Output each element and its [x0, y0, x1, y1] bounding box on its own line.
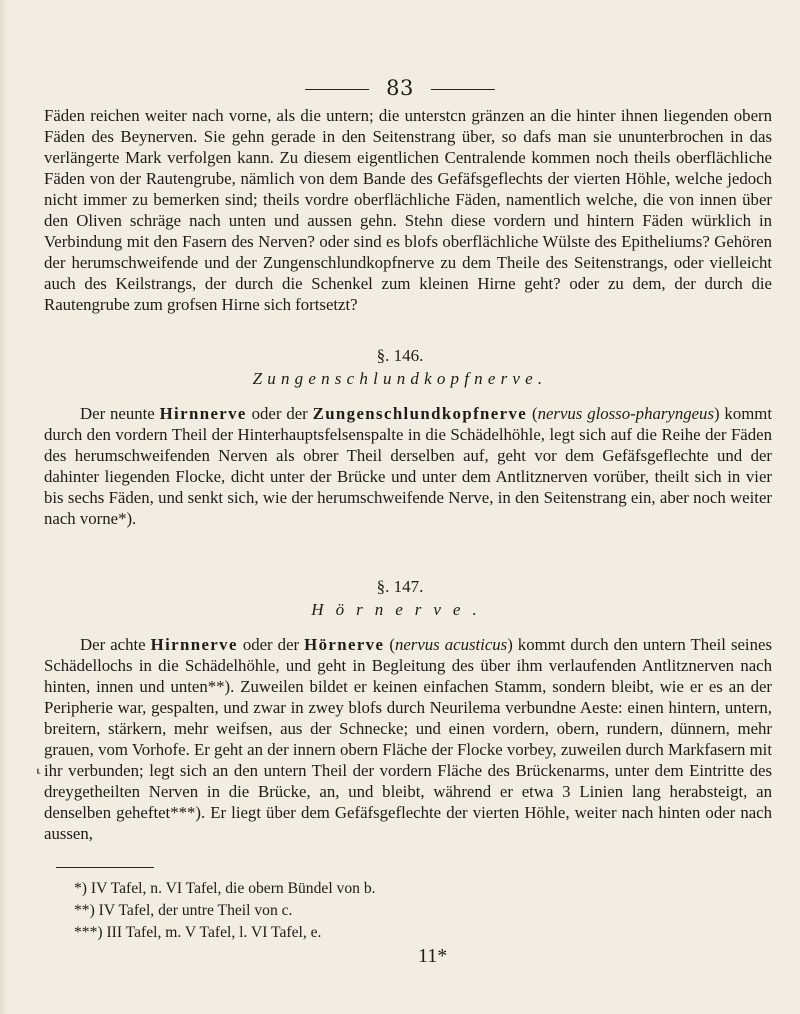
footnote-1: *) IV Tafel, n. VI Tafel, die obern Bündel von b. — [74, 880, 376, 897]
para2-lead: Der neunte — [80, 404, 160, 423]
para3-term-hoernerve: Hörnerve — [304, 635, 385, 654]
section-heading-147: §. 147. — [376, 577, 424, 596]
margin-mark: ⸤ — [36, 760, 42, 776]
section-title-146: Zungenschlundkopfnerve. — [252, 369, 548, 388]
paragraph-continued: Fäden reichen weiter nach vorne, als die untern; die unterstcn gränzen an die hinter ihnen liegenden obern Fäden des Beynerven. Sie gehn gerade in den Seitenstrang über, so dafs man sie ununterbrochen in das verlängerte Mark verfolgen kann. Zu diesem eigentlichen Centralende kommen noch theils oberflächliche Fäden von der Rautengrube, nämlich von dem Bande des Gefäfsgeflechts der vierten Höhle, welche jedoch nicht immer zu bemerken sind; theils vordre oberflächliche Fäden, namentlich welche, die von innen über den Oliven schräge nach unten und aussen gehn. Stehn diese vordern und hintern Fäden würklich in Verbindung mit den Fasern des Nerven? oder sind es blofs oberflächliche Wülste des Epitheliums? Gehören der herumschweifende und der Zungenschlundkopfnerve zu dem Theile des Seitenstrangs, oder vielleicht auch des Keilstrangs, der durch die Schenkel zum kleinen Hirne geht? oder zu dem, der durch die Rautengrube zum grofsen Hirne sich fortsetzt? — [44, 106, 772, 314]
para3-term-hirnnerve: Hirnnerve — [150, 635, 238, 654]
para3-body: ) kommt durch den untern Theil seines Schädellochs in die Schädelhöhle, und geht in Begleitung des über ihm verlaufenden Antlitznerven nach hinten, innen und unten**). Zuweilen bildet er keinen einfachen Stamm, sondern bleibt, wie er es an der Peripherie war, gespalten, und zwar in zwey blofs durch Neurilema verbundne Aeste: einen hintern, untern, breitern, stärkern, mehr weifsen, aus der Schnecke; und einen vordern, obern, rundern, dünnern, mehr grauen, vom Vorhofe. Er geht an der innern obern Fläche der Flocke vorbey, zuweilen durch Markfasern mit ihr verbunden; legt sich an den untern Theil der vordern Fläche des Brückenarms, unter dem Eintritte des dreygetheilten Nerven in die Brücke, an, und bleibt, während er etwa 3 Linien lang herabsteigt, an denselben geheftet***). Er liegt über dem Gefäfsgeflechte der vierten Höhle, weiter nach hinten oder nach aussen, — [44, 635, 772, 843]
para3-lead: Der achte — [80, 635, 151, 654]
footnote-rule — [56, 867, 154, 868]
paragraph-glossopharyngeal — [44, 403, 772, 529]
page-number: 83 — [386, 76, 414, 100]
para2-body: ) kommt durch den vordern Theil der Hinterhauptsfelsenspalte in die Schädelhöhle, legt sich auf die Reihe der Fäden des herumschweifenden Nerven als obrer Theil derselben auf, geht vor dem Gefäfsgeflechte und der dahinter liegenden Flocke, dicht unter der Brücke und unter dem Antlitznerven vorüber, theilt sich in vier bis sechs Fäden, und senkt sich, wie der herumschweifende Nerve, in den Seitenstrang ein, aber noch weiter nach vorne*). — [44, 404, 772, 528]
para2-paren-open: ( — [527, 404, 538, 423]
header-rule-left — [305, 89, 369, 90]
para3-paren-open: ( — [384, 635, 395, 654]
para2-connector: oder der — [246, 404, 313, 423]
footnote-2: **) IV Tafel, der untre Theil von c. — [74, 902, 293, 919]
para2-term-zungenschlundkopfnerve: Zungenschlundkopfnerve — [312, 404, 528, 423]
paragraph-acoustic — [44, 634, 772, 844]
header-rule-right — [431, 89, 495, 90]
para3-connector: oder der — [237, 635, 305, 654]
section-heading-146: §. 146. — [376, 346, 424, 365]
section-title-147: Hörnerve. — [311, 600, 489, 619]
page-binding-shadow — [0, 0, 8, 1014]
footnotes — [74, 878, 634, 944]
para2-term-hirnnerve: Hirnnerve — [159, 404, 247, 423]
para2-latin-term: nervus glosso-pharyngeus — [537, 404, 714, 423]
printer-signature: 11* — [418, 945, 448, 967]
footnote-3: ***) III Tafel, m. V Tafel, l. VI Tafel, e. — [74, 924, 322, 941]
para3-latin-term: nervus acusticus — [394, 635, 508, 654]
page-header — [0, 76, 800, 100]
